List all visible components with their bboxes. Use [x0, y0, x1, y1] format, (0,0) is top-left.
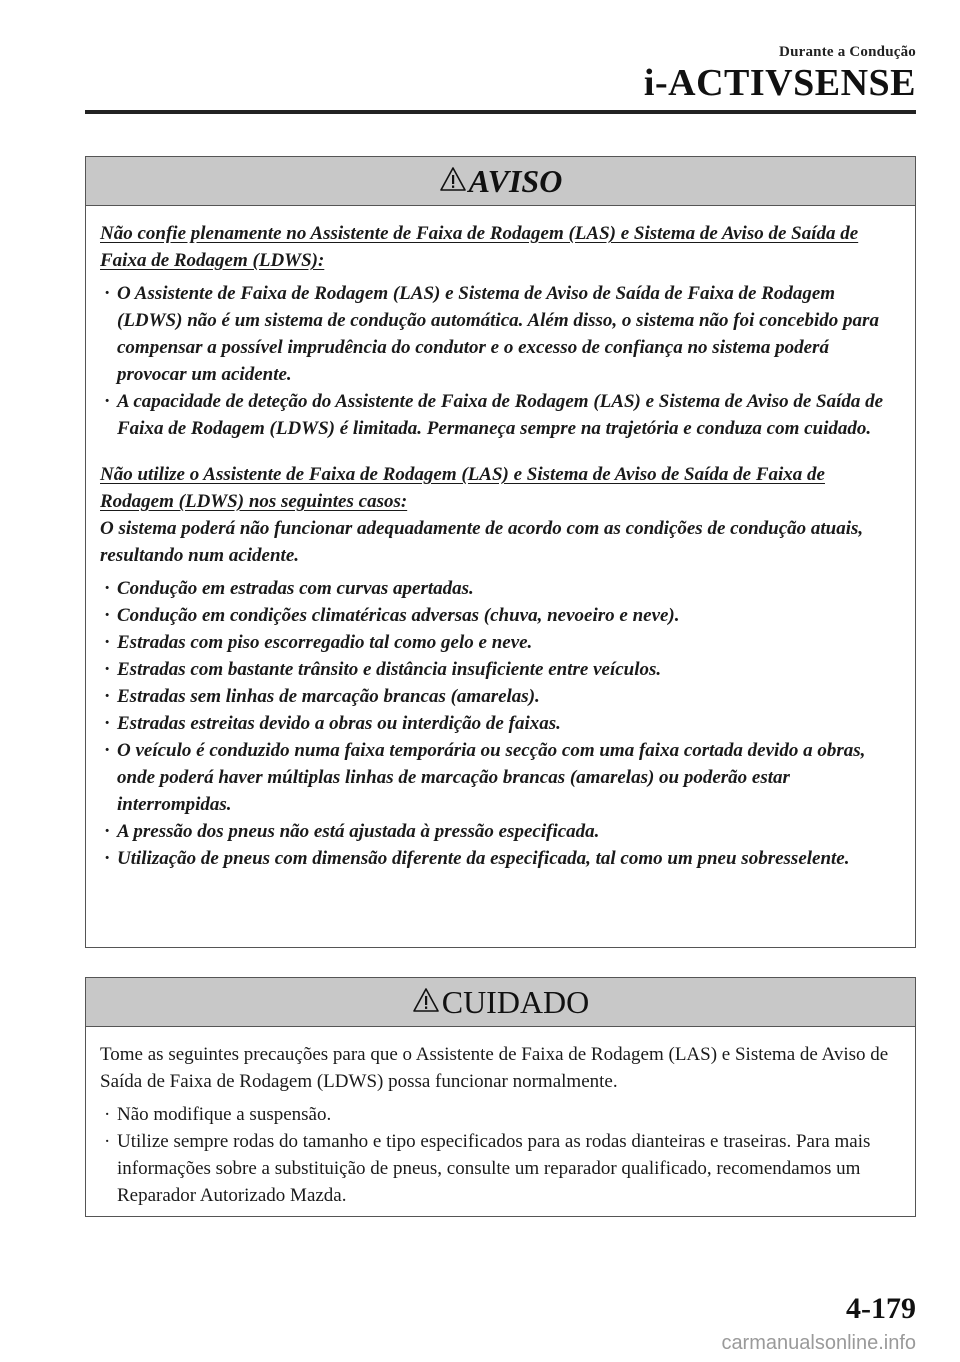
cuidado-list — [100, 1101, 901, 1209]
bullet-icon: · — [104, 848, 111, 869]
page-header — [644, 44, 916, 105]
list-item: · A capacidade de deteção do Assistente de Faixa de Rodagem (LAS) e Sistema de Aviso de Saída de Faixa de Rodagem (LDWS) é limitada. Permaneça sempre na trajetória e conduza com cuidado. — [100, 388, 901, 442]
cuidado-box — [85, 977, 916, 1217]
list-item: · Utilização de pneus com dimensão diferente da especificada, tal como um pneu sobresselente. — [100, 845, 901, 872]
aviso-heading-1: Não confie plenamente no Assistente de Faixa de Rodagem (LAS) e Sistema de Aviso de Saída de Faixa de Rodagem (LDWS): — [100, 223, 859, 271]
page-number: 4-179 — [846, 1292, 916, 1325]
bullet-icon: · — [104, 740, 111, 761]
bullet-icon: · — [104, 1104, 111, 1125]
aviso-box-header — [86, 157, 915, 206]
bullet-icon: · — [104, 821, 111, 842]
cuidado-box-header — [86, 978, 915, 1027]
aviso-box — [85, 156, 916, 948]
list-item: · Estradas com bastante trânsito e distância insuficiente entre veículos. — [100, 656, 901, 683]
section-label: Durante a Condução — [779, 44, 916, 60]
cuidado-title: CUIDADO — [441, 984, 590, 1020]
bullet-icon: · — [104, 659, 111, 680]
aviso-body — [86, 206, 915, 872]
list-item: · Utilize sempre rodas do tamanho e tipo especificados para as rodas dianteiras e traseiras. Para mais informações sobre a substituição de pneus, consulte um reparador qualificado, recomendamos um Reparador Autorizado Mazda. — [100, 1128, 901, 1209]
bullet-icon: · — [104, 632, 111, 653]
cuidado-intro: Tome as seguintes precauções para que o Assistente de Faixa de Rodagem (LAS) e Sistema de Aviso de Saída de Faixa de Rodagem (LDWS) possa funcionar normalmente. — [100, 1044, 889, 1092]
aviso-title: AVISO — [468, 163, 563, 199]
list-item: · O veículo é conduzido numa faixa temporária ou secção com uma faixa cortada devido a obras, onde poderá haver múltiplas linhas de marcação brancas (amarelas) ou poderão estar interrompidas. — [100, 737, 901, 818]
list-item: · Condução em estradas com curvas apertadas. — [100, 575, 901, 602]
cuidado-body — [86, 1027, 915, 1209]
bullet-icon: · — [104, 713, 111, 734]
bullet-icon: · — [104, 1131, 111, 1152]
bullet-icon: · — [104, 578, 111, 599]
warning-triangle-icon — [412, 987, 440, 1013]
list-item: · Não modifique a suspensão. — [100, 1101, 901, 1128]
list-item: · A pressão dos pneus não está ajustada à pressão especificada. — [100, 818, 901, 845]
list-item: · Condução em condições climatéricas adversas (chuva, nevoeiro e neve). — [100, 602, 901, 629]
list-item: · Estradas sem linhas de marcação brancas (amarelas). — [100, 683, 901, 710]
aviso-list-1 — [100, 280, 901, 442]
list-item: · O Assistente de Faixa de Rodagem (LAS) e Sistema de Aviso de Saída de Faixa de Rodagem (LDWS) não é um sistema de condução automática. Além disso, o sistema não foi concebido para compensar a possível imprudência do condutor e o excesso de confiança no sistema poderá provocar um acidente. — [100, 280, 901, 388]
aviso-list-2 — [100, 575, 901, 872]
bullet-icon: · — [104, 283, 111, 304]
watermark: carmanualsonline.info — [721, 1332, 916, 1354]
list-item: · Estradas com piso escorregadio tal como gelo e neve. — [100, 629, 901, 656]
aviso-heading-2: Não utilize o Assistente de Faixa de Rodagem (LAS) e Sistema de Aviso de Saída de Faixa de Rodagem (LDWS) nos seguintes casos: — [100, 464, 825, 512]
bullet-icon: · — [104, 686, 111, 707]
chapter-title: i-ACTIVSENSE — [643, 62, 916, 104]
aviso-intro-2: O sistema poderá não funcionar adequadamente de acordo com as condições de condução atuais, resultando num acidente. — [100, 518, 864, 566]
warning-triangle-icon — [439, 166, 467, 192]
bullet-icon: · — [104, 391, 111, 412]
bullet-icon: · — [104, 605, 111, 626]
header-rule — [85, 110, 916, 114]
list-item: · Estradas estreitas devido a obras ou interdição de faixas. — [100, 710, 901, 737]
